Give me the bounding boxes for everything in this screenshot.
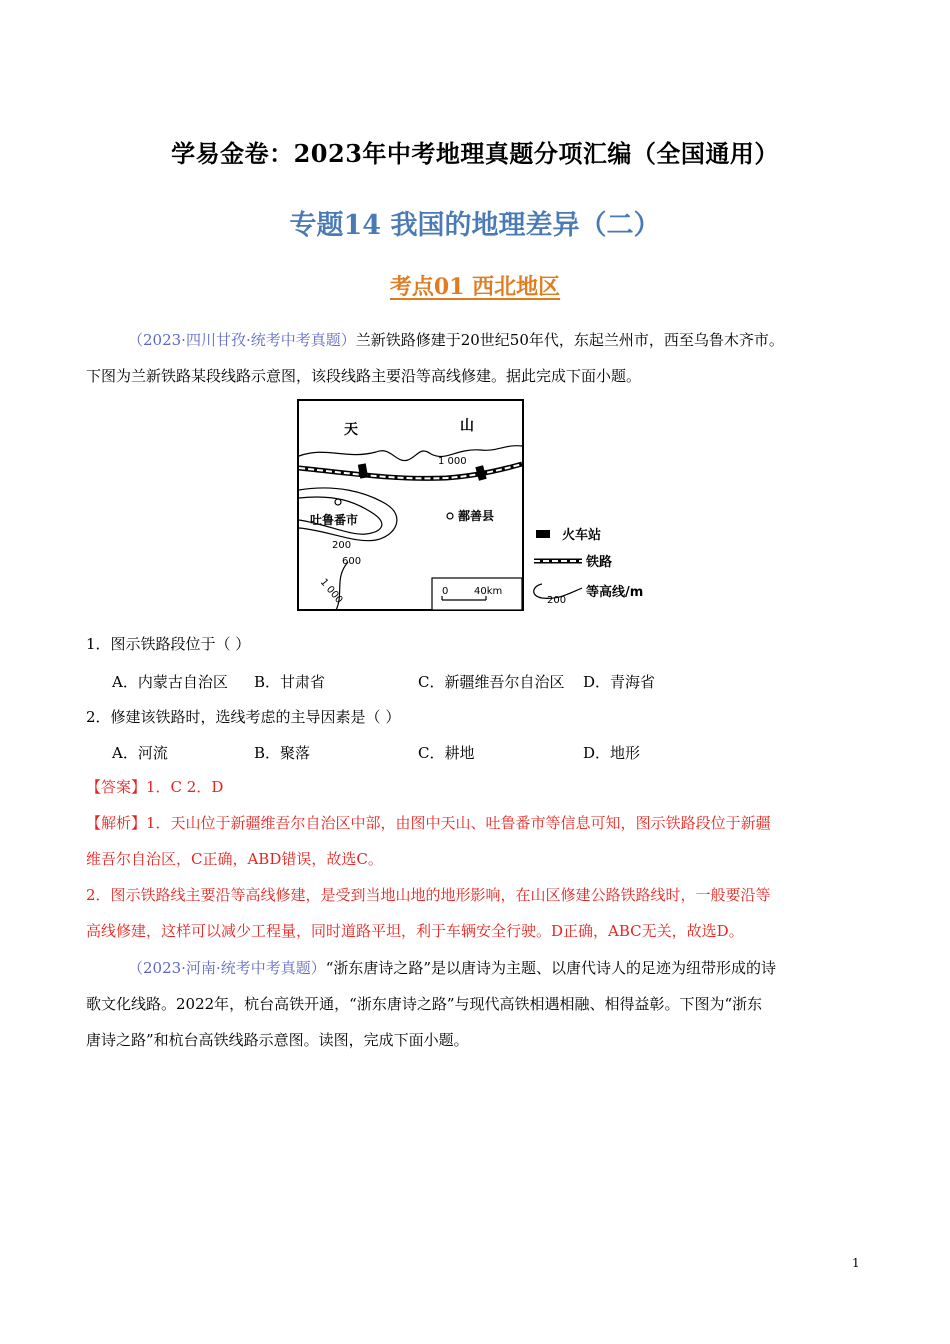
legend-station: 火车站 bbox=[562, 528, 602, 543]
q2-option-a[interactable]: A．河流 bbox=[112, 744, 168, 762]
section-title bbox=[0, 270, 950, 301]
q2-option-b[interactable]: B．聚落 bbox=[254, 744, 311, 762]
label-contour-1000-bottom: 1 000 bbox=[317, 576, 345, 606]
label-shanshan: 鄯善县 bbox=[458, 509, 495, 523]
scale-km: 40km bbox=[474, 586, 503, 597]
legend-contour: 等高线/m bbox=[586, 585, 644, 600]
analysis-line4: 高线修建，这样可以减少工程量，同时道路平坦，利于车辆安全行驶。D正确，ABC无关，故选D。 bbox=[86, 922, 744, 940]
label-turpan: 吐鲁番市 bbox=[310, 513, 359, 527]
answer-line bbox=[86, 769, 866, 805]
q2-intro-text1: “浙东唐诗之路”是以唐诗为主题、以唐代诗人的足迹为纽带形成的诗 bbox=[325, 959, 777, 977]
analysis-text1: 1．天山位于新疆维吾尔自治区中部，由图中天山、吐鲁番市等信息可知，图示铁路段位于新疆 bbox=[146, 814, 771, 832]
q2-stem: 2．修建该铁路时，选线考虑的主导因素是（ ） bbox=[86, 708, 401, 726]
q1-stem: 1．图示铁路段位于（ ） bbox=[86, 635, 251, 653]
turpan-dot bbox=[335, 499, 341, 505]
page-number: 1 bbox=[852, 1256, 860, 1270]
main-title: 学易金卷：2023年中考地理真题分项汇编（全国通用） bbox=[171, 139, 779, 168]
q2-option-c[interactable]: C．耕地 bbox=[418, 744, 475, 762]
q1-intro-line1 bbox=[86, 322, 866, 358]
answer-label: 【答案】 bbox=[86, 778, 147, 796]
shanshan-dot bbox=[447, 513, 453, 519]
q1-intro-line2: 下图为兰新铁路某段线路示意图，该段线路主要沿等高线修建。据此完成下面小题。 bbox=[86, 367, 642, 385]
legend-station-icon bbox=[536, 530, 550, 538]
legend-contour-value: 200 bbox=[547, 595, 567, 606]
label-tian: 天 bbox=[344, 422, 358, 438]
q1-source: （2023·四川甘孜·统考中考真题） bbox=[128, 331, 356, 349]
q2-option-d[interactable]: D．地形 bbox=[583, 744, 641, 762]
q1-option-b[interactable]: B．甘肃省 bbox=[254, 673, 326, 691]
q2-intro-line1 bbox=[86, 950, 866, 986]
q2-intro-line2: 歌文化线路。2022年，杭台高铁开通，“浙东唐诗之路”与现代高铁相遇相融、相得益彰。下图为“浙东 bbox=[86, 995, 763, 1013]
label-shan: 山 bbox=[460, 418, 474, 434]
q2-intro-line3: 唐诗之路”和杭台高铁线路示意图。读图，完成下面小题。 bbox=[86, 1031, 469, 1049]
topic-title: 专题14 我国的地理差异（二） bbox=[289, 210, 661, 241]
railway-map bbox=[296, 398, 668, 614]
analysis-line1 bbox=[86, 805, 866, 841]
legend-railway: 铁路 bbox=[586, 555, 613, 570]
section-title-text: 考点01 西北地区 bbox=[389, 274, 561, 300]
answer-text: 1．C 2．D bbox=[146, 778, 224, 796]
q1-intro-text1: 兰新铁路修建于20世纪50年代，东起兰州市，西至乌鲁木齐市。 bbox=[355, 331, 784, 349]
label-contour-600: 600 bbox=[342, 556, 362, 567]
analysis-line2: 维吾尔自治区，C正确，ABD错误，故选C。 bbox=[86, 850, 383, 868]
q1-option-a[interactable]: A．内蒙古自治区 bbox=[112, 673, 228, 691]
scale-zero: 0 bbox=[442, 586, 449, 597]
analysis-line3: 2．图示铁路线主要沿等高线修建，是受到当地山地的地形影响，在山区修建公路铁路线时，一般要沿等 bbox=[86, 886, 771, 904]
label-contour-200: 200 bbox=[332, 540, 352, 551]
q2-source: （2023·河南·统考中考真题） bbox=[128, 959, 326, 977]
q1-option-c[interactable]: C．新疆维吾尔自治区 bbox=[418, 673, 565, 691]
analysis-label: 【解析】 bbox=[86, 814, 147, 832]
q1-option-d[interactable]: D．青海省 bbox=[583, 673, 656, 691]
label-contour-1000-top: 1 000 bbox=[438, 456, 467, 467]
